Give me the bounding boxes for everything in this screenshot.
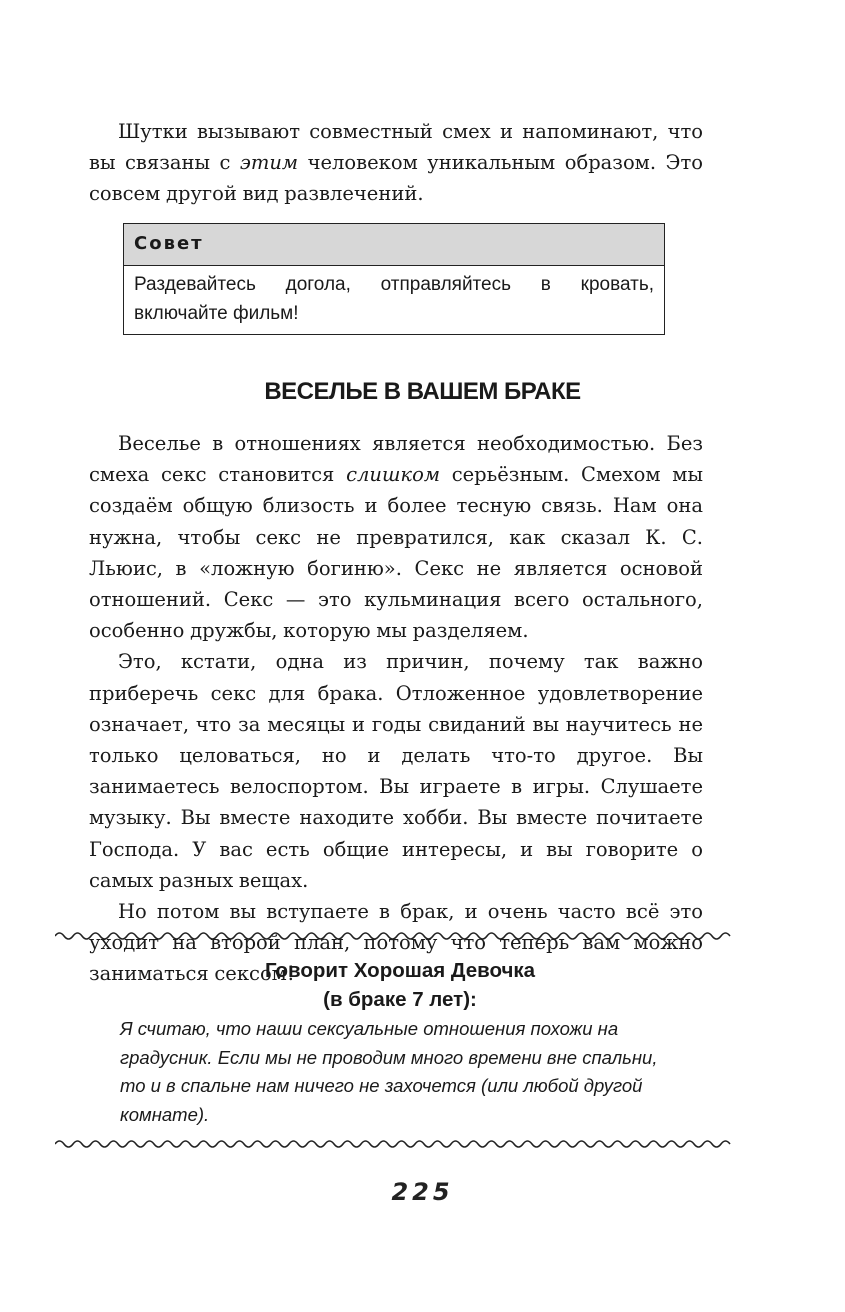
wavy-divider-bottom [55, 1137, 735, 1151]
quote-title-line-1: Говорит Хорошая Девочка [264, 959, 536, 982]
quote-block [120, 956, 680, 1129]
quote-title [100, 956, 700, 1014]
intro-paragraph [89, 116, 703, 210]
p1-text-2: серьёзным. Смехом мы создаём общую близость и более тесную связь. Нам она нужна, чтобы секс не превратился, как сказал К. С. Льюис, в «ложную богиню». Секс не является основой отношений. Секс — это кульминация всего остального, особенно дружбы, которую мы разделяем. [89, 463, 703, 643]
wavy-divider-top [55, 929, 735, 943]
section-paragraph-3: Но потом вы вступаете в брак, и очень часто всё это уходит на второй план, потому что теперь вам можно заниматься сексом! [89, 900, 703, 986]
tip-title: Совет [124, 224, 664, 266]
tip-text: Раздевайтесь догола, отправляйтесь в кровать, включайте фильм! [134, 274, 654, 324]
section-paragraph-2: Это, кстати, одна из причин, почему так важно приберечь секс для брака. Отложенное удовлетворение означает, что за месяцы и годы свиданий вы научитесь не только целоваться, но и делать что-то другое. Вы занимаетесь велоспортом. Вы играете в игры. Слушаете музыку. Вы вместе находите хобби. Вы вместе почитаете Господа. У вас есть общие интересы, и вы говорите о самых разных вещах. [89, 650, 703, 892]
page-number: 225 [391, 1178, 454, 1206]
p1-text-1: Веселье в отношениях является необходимостью. Без смеха секс становится [89, 432, 703, 487]
quote-title-line-2: (в браке 7 лет): [323, 988, 477, 1011]
quote-text: Я считаю, что наши сексуальные отношения похожи на градусник. Если мы не проводим много времени вне спальни, то и в спальне нам ничего не захочется (или любой другой комнате). [120, 1018, 658, 1125]
section-heading: ВЕСЕЛЬЕ В ВАШЕМ БРАКЕ [264, 378, 581, 405]
intro-text-1: Шутки вызывают совместный смех и напоминают, что вы связаны с [89, 120, 703, 175]
tip-box [123, 223, 665, 335]
p1-emphasis: слишком [346, 463, 440, 487]
intro-emphasis: этим [239, 151, 299, 175]
intro-text-2: человеком уникальным образом. Это совсем другой вид развлечений. [89, 151, 703, 206]
section-paragraph-1 [89, 428, 703, 646]
section-body [89, 428, 703, 990]
intro-block [89, 116, 703, 210]
